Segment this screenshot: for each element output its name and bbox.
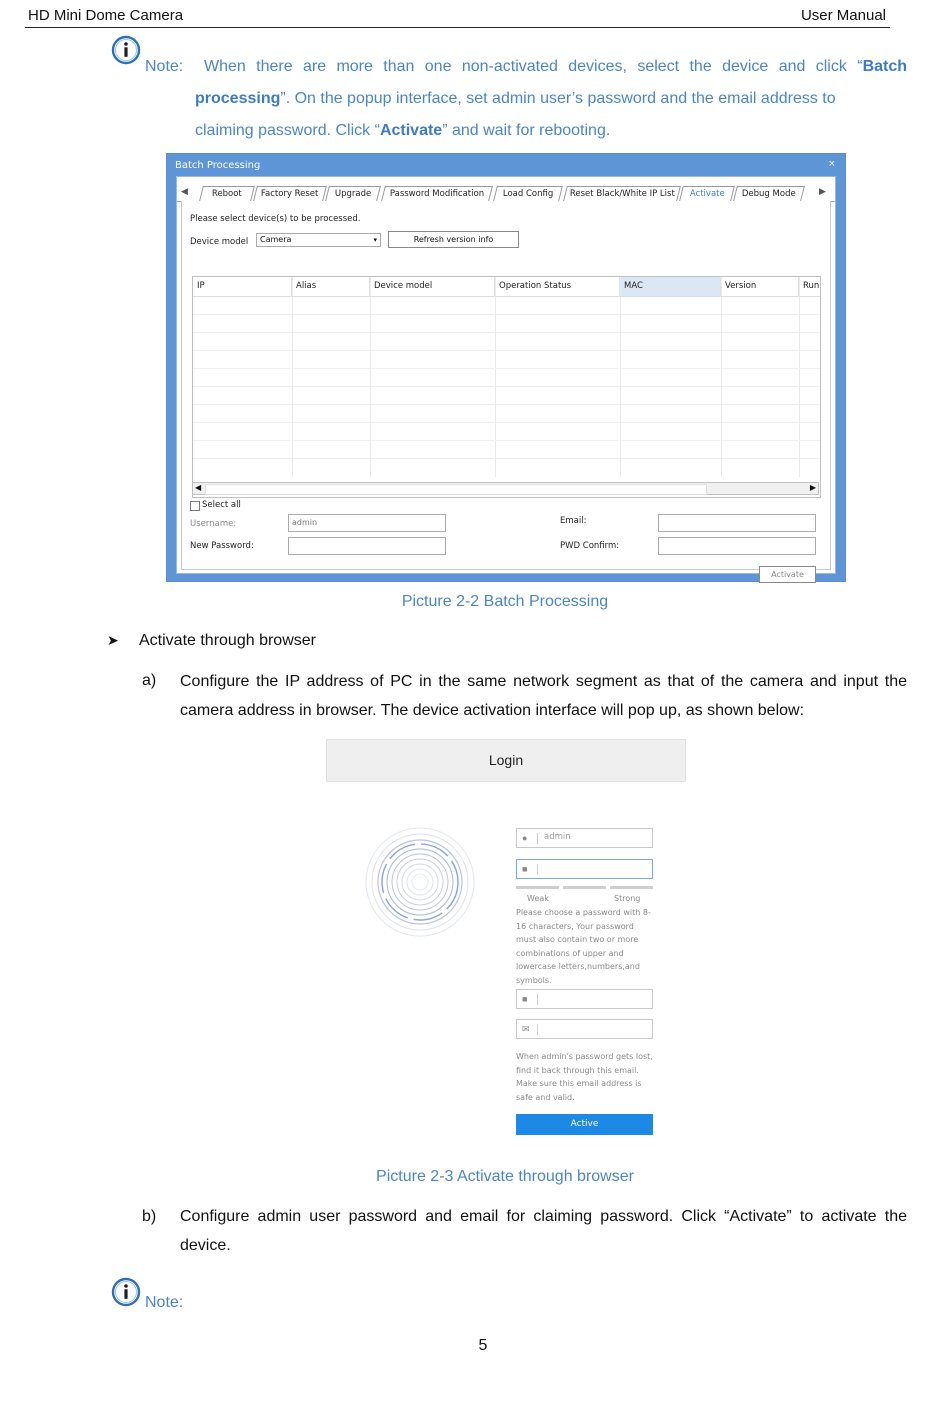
window-body bbox=[176, 176, 836, 579]
select-all-label: Select all bbox=[202, 500, 241, 510]
lock-icon: ■ bbox=[522, 994, 528, 1004]
bullet-activate-browser: Activate through browser bbox=[139, 632, 316, 649]
strength-bar-weak bbox=[516, 886, 559, 889]
step-a-text: Configure the IP address of PC in the same network segment as that of the camera and input the camera address in browser. The device activation interface will pop up, as shown below: bbox=[180, 673, 907, 719]
select-all-checkbox[interactable] bbox=[190, 501, 200, 511]
password-hint: Please choose a password with 8-16 characters, Your password must also contain two or more combinations of upper and lowercase letters,numbers,and symbols. bbox=[516, 908, 651, 985]
note-text-2: ”. On the popup interface, set admin user’s password and the email address to bbox=[280, 90, 836, 107]
activate-panel bbox=[181, 201, 831, 579]
note-bold-batch: Batch bbox=[862, 58, 908, 75]
info-icon bbox=[111, 1277, 141, 1312]
col-run[interactable]: Run bbox=[803, 281, 820, 291]
username-field[interactable]: admin bbox=[288, 514, 446, 532]
login-username-value: admin bbox=[544, 832, 571, 842]
batch-processing-window bbox=[166, 153, 846, 582]
login-title: Login bbox=[488, 752, 524, 768]
tab-password-modification[interactable]: Password Modification bbox=[381, 186, 493, 201]
refresh-version-button[interactable]: Refresh version info bbox=[388, 231, 519, 248]
activate-button[interactable]: Activate bbox=[759, 566, 816, 583]
active-button[interactable]: Active bbox=[516, 1114, 653, 1135]
step-b-text: Configure admin user password and email for claiming password. Click “Activate” to activate the device. bbox=[180, 1208, 907, 1254]
tab-scroll-left-icon[interactable]: ◀ bbox=[181, 186, 188, 196]
email-hint: When admin's password gets lost, find it back through this email. Make sure this email address is safe and valid. bbox=[516, 1052, 653, 1102]
login-password-field[interactable] bbox=[516, 859, 653, 879]
tab-activate[interactable]: Activate bbox=[679, 186, 735, 201]
tab-reset-black-white-ip-list[interactable]: Reset Black/White IP List bbox=[563, 186, 681, 201]
camera-logo-icon bbox=[364, 826, 476, 943]
pwd-confirm-field[interactable] bbox=[658, 537, 816, 555]
note-text-4: ” and wait for rebooting. bbox=[442, 122, 611, 139]
header-rule bbox=[25, 27, 890, 28]
note-bold-activate: Activate bbox=[379, 122, 443, 139]
pwd-confirm-label: PWD Confirm: bbox=[560, 541, 620, 551]
tab-strip bbox=[177, 186, 835, 202]
note-label: Note: bbox=[145, 58, 184, 75]
caption-activate-browser: Picture 2-3 Activate through browser bbox=[376, 1168, 634, 1185]
note-paragraph bbox=[145, 51, 907, 147]
info-icon bbox=[111, 35, 141, 70]
tab-reboot[interactable]: Reboot bbox=[199, 186, 255, 201]
col-version[interactable]: Version bbox=[721, 277, 799, 296]
col-device-model[interactable]: Device model bbox=[370, 277, 495, 296]
col-operation-status[interactable]: Operation Status bbox=[495, 277, 620, 296]
tab-factory-reset[interactable]: Factory Reset bbox=[253, 186, 327, 201]
new-password-label: New Password: bbox=[190, 541, 254, 551]
arrow-bullet-icon: ➤ bbox=[107, 632, 119, 648]
col-alias[interactable]: Alias bbox=[292, 277, 370, 296]
device-model-label: Device model bbox=[190, 237, 249, 247]
tab-load-config[interactable]: Load Config bbox=[493, 186, 563, 201]
login-header-bar bbox=[326, 739, 686, 782]
close-icon[interactable]: × bbox=[828, 158, 835, 170]
chevron-down-icon: ▾ bbox=[373, 236, 377, 244]
horizontal-scrollbar[interactable] bbox=[192, 482, 819, 495]
scroll-left-icon[interactable]: ◀ bbox=[195, 483, 202, 492]
strength-strong-label: Strong bbox=[614, 894, 641, 903]
login-confirm-password-field[interactable] bbox=[516, 989, 653, 1009]
tab-scroll-right-icon[interactable]: ▶ bbox=[819, 186, 826, 196]
note-bold-processing: processing bbox=[195, 90, 281, 107]
note-text-3: claiming password. Click “ bbox=[195, 122, 380, 139]
scrollbar-thumb[interactable] bbox=[205, 484, 707, 495]
mail-icon: ✉ bbox=[522, 1024, 530, 1034]
user-icon: ● bbox=[522, 833, 528, 843]
note-text-1: When there are more than one non-activated devices, select the device and click “ bbox=[203, 58, 863, 75]
note2-label: Note: bbox=[145, 1294, 184, 1311]
email-field[interactable] bbox=[658, 514, 816, 532]
device-table bbox=[192, 276, 821, 498]
tab-upgrade[interactable]: Upgrade bbox=[325, 186, 381, 201]
instruction-text: Please select device(s) to be processed. bbox=[190, 214, 361, 224]
col-mac[interactable]: MAC bbox=[620, 277, 721, 296]
scroll-right-icon[interactable]: ▶ bbox=[809, 483, 816, 492]
new-password-field[interactable] bbox=[288, 537, 446, 555]
header-manual-label: User Manual bbox=[800, 7, 886, 24]
step-b-label: b) bbox=[142, 1208, 157, 1225]
device-model-value: Camera bbox=[260, 235, 292, 244]
caption-batch-processing: Picture 2-2 Batch Processing bbox=[401, 593, 609, 610]
login-username-field[interactable] bbox=[516, 828, 653, 848]
device-model-select[interactable] bbox=[256, 233, 381, 247]
tab-debug-mode[interactable]: Debug Mode bbox=[733, 186, 805, 201]
header-doc-title: HD Mini Dome Camera bbox=[28, 7, 184, 24]
lock-icon: ■ bbox=[522, 864, 528, 874]
strength-bar-strong bbox=[610, 886, 653, 889]
strength-weak-label: Weak bbox=[527, 894, 549, 903]
step-a-label: a) bbox=[142, 672, 157, 689]
strength-bar-medium bbox=[563, 886, 606, 889]
col-ip[interactable]: IP bbox=[193, 277, 292, 296]
username-label: Username: bbox=[190, 519, 237, 529]
email-label: Email: bbox=[560, 516, 587, 526]
page-number: 5 bbox=[478, 1337, 488, 1354]
login-email-field[interactable] bbox=[516, 1019, 653, 1039]
window-title: Batch Processing bbox=[175, 160, 261, 171]
